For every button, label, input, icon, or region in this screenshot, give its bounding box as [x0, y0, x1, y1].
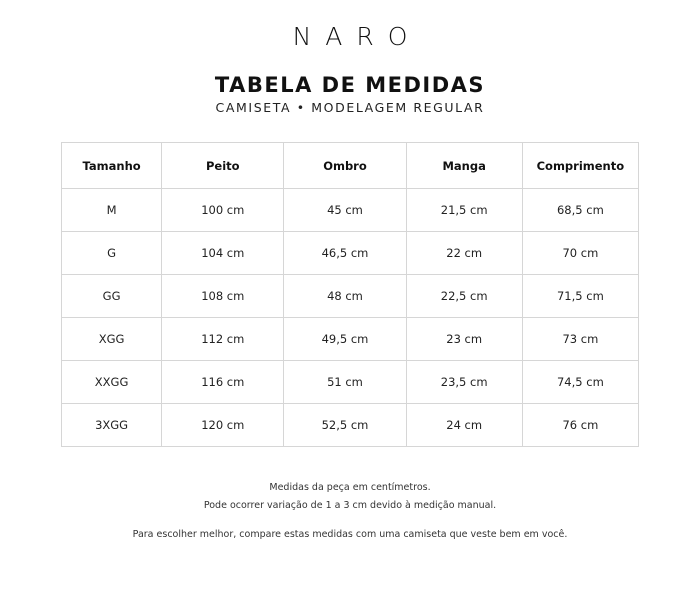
- table-row: [62, 232, 639, 275]
- note-units: Medidas da peça em centímetros.: [269, 482, 431, 493]
- size-chart-table: [61, 142, 639, 447]
- cell-size: M: [62, 189, 162, 232]
- cell-manga: 24 cm: [406, 404, 522, 447]
- cell-ombro: 48 cm: [284, 275, 406, 318]
- table-row: [62, 189, 639, 232]
- table-header-row: [62, 143, 639, 189]
- table-row: [62, 318, 639, 361]
- note-variation: Pode ocorrer variação de 1 a 3 cm devido à medição manual.: [203, 500, 497, 511]
- cell-comprimento: 70 cm: [522, 232, 638, 275]
- cell-size: XXGG: [62, 361, 162, 404]
- cell-manga: 22,5 cm: [406, 275, 522, 318]
- cell-peito: 116 cm: [162, 361, 284, 404]
- header-ombro: Ombro: [284, 143, 406, 189]
- cell-peito: 112 cm: [162, 318, 284, 361]
- note-tip: Para escolher melhor, compare estas medidas com uma camiseta que veste bem em você.: [132, 529, 568, 540]
- header-peito: Peito: [162, 143, 284, 189]
- cell-comprimento: 74,5 cm: [522, 361, 638, 404]
- brand-logo: NARO: [292, 22, 422, 51]
- cell-manga: 21,5 cm: [406, 189, 522, 232]
- cell-ombro: 45 cm: [284, 189, 406, 232]
- cell-size: 3XGG: [62, 404, 162, 447]
- cell-manga: 23 cm: [406, 318, 522, 361]
- header-comprimento: Comprimento: [522, 143, 638, 189]
- cell-comprimento: 73 cm: [522, 318, 638, 361]
- cell-peito: 108 cm: [162, 275, 284, 318]
- table-row: [62, 361, 639, 404]
- header-tamanho: Tamanho: [62, 143, 162, 189]
- cell-manga: 22 cm: [406, 232, 522, 275]
- page-subtitle: CAMISETA • MODELAGEM REGULAR: [215, 100, 485, 115]
- cell-ombro: 49,5 cm: [284, 318, 406, 361]
- table-row: [62, 275, 639, 318]
- cell-size: G: [62, 232, 162, 275]
- page-title: TABELA DE MEDIDAS: [214, 73, 486, 97]
- cell-comprimento: 71,5 cm: [522, 275, 638, 318]
- cell-peito: 100 cm: [162, 189, 284, 232]
- cell-comprimento: 76 cm: [522, 404, 638, 447]
- cell-peito: 104 cm: [162, 232, 284, 275]
- cell-ombro: 46,5 cm: [284, 232, 406, 275]
- cell-comprimento: 68,5 cm: [522, 189, 638, 232]
- cell-manga: 23,5 cm: [406, 361, 522, 404]
- cell-peito: 120 cm: [162, 404, 284, 447]
- header-manga: Manga: [406, 143, 522, 189]
- cell-size: XGG: [62, 318, 162, 361]
- table-row: [62, 404, 639, 447]
- cell-size: GG: [62, 275, 162, 318]
- footnotes: [0, 479, 700, 544]
- cell-ombro: 51 cm: [284, 361, 406, 404]
- cell-ombro: 52,5 cm: [284, 404, 406, 447]
